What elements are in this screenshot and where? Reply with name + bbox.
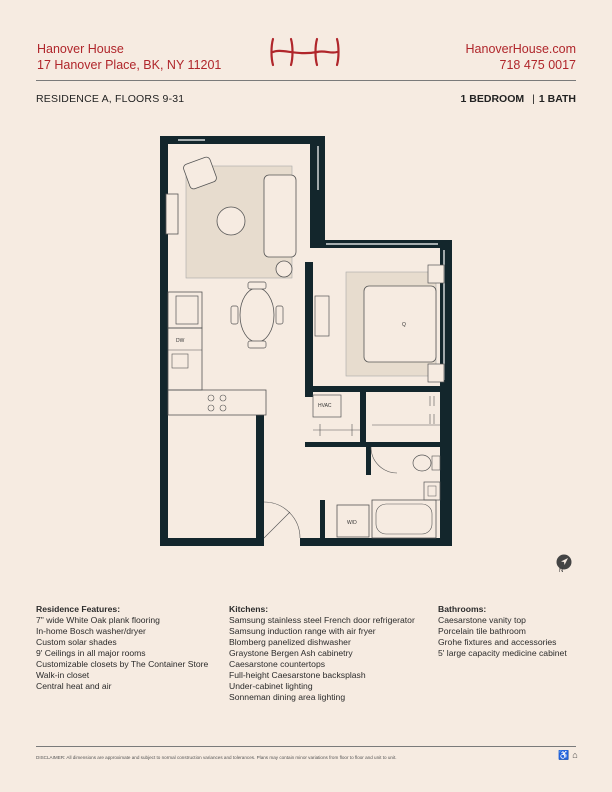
brand-address: 17 Hanover Place, BK, NY 11201 [37, 58, 222, 72]
list-item: Caesarstone countertops [229, 659, 326, 669]
label-dishwasher: DW [176, 338, 185, 344]
list-item: Sonneman dining area lighting [229, 692, 346, 702]
unit-size-separator: | [532, 93, 535, 105]
wall-bath-door-jamb [366, 447, 371, 475]
unit-size [461, 93, 576, 105]
label-washer-dryer: W/D [347, 520, 357, 526]
hh-logo [267, 34, 345, 70]
floor-plan [150, 128, 460, 553]
residence-title: RESIDENCE A, FLOORS 9-31 [36, 93, 185, 105]
wall-south-west [160, 538, 260, 546]
list-item: Blomberg panelized dishwasher [229, 637, 351, 647]
list-item: Caesarstone vanity top [438, 615, 526, 625]
wall-closet-divider [360, 392, 366, 442]
footer-divider [36, 746, 576, 747]
list-item: 9' Ceilings in all major rooms [36, 648, 146, 658]
bathroom-features [438, 604, 567, 659]
wall-bedroom-south [305, 386, 447, 392]
compass-label: N [559, 568, 564, 574]
list-item: Central heat and air [36, 681, 112, 691]
list-item: Graystone Bergen Ash cabinetry [229, 648, 353, 658]
list-item: 7" wide White Oak plank flooring [36, 615, 160, 625]
website-link[interactable]: HanoverHouse.com [465, 42, 576, 56]
phone-number: 718 475 0017 [499, 58, 576, 72]
list-item: Customizable closets by The Container Store [36, 659, 209, 669]
list-item: Under-cabinet lighting [229, 681, 313, 691]
accessibility-icons [555, 750, 578, 761]
list-item: Walk-in closet [36, 670, 90, 680]
equal-housing-icon: ⌂ [572, 750, 578, 760]
residence-features [36, 604, 208, 692]
list-item: Samsung induction range with air fryer [229, 626, 376, 636]
disclaimer: DISCLAIMER: All dimensions are approximate and subject to normal construction variances and tolerances. Plans may contain minor variations from floor to floor and unit to unit. [36, 755, 397, 760]
bathroom-count: 1 BATH [538, 93, 576, 105]
wall-kitchen-south [256, 415, 264, 546]
list-item: Porcelain tile bathroom [438, 626, 526, 636]
bathroom-features-title: Bathrooms: [438, 604, 487, 614]
list-item: Full-height Caesarstone backsplash [229, 670, 366, 680]
kitchen-features-title: Kitchens: [229, 604, 269, 614]
list-item: In-home Bosch washer/dryer [36, 626, 146, 636]
compass-icon [554, 552, 574, 572]
bedroom-count: 1 BEDROOM [460, 93, 525, 105]
label-hvac: HVAC [318, 403, 332, 409]
wall-east-bedroom [440, 240, 452, 546]
list-item: 5' large capacity medicine cabinet [438, 648, 567, 658]
wheelchair-icon: ♿ [558, 750, 570, 760]
wall-bedroom-west [305, 262, 313, 397]
residence-features-title: Residence Features: [36, 604, 121, 614]
brand-name: Hanover House [37, 42, 124, 56]
list-item: Grohe fixtures and accessories [438, 637, 557, 647]
wall-laundry [320, 500, 325, 540]
list-item: Samsung stainless steel French door refrigerator [229, 615, 415, 625]
label-bed: Q [402, 322, 406, 328]
header-divider [36, 80, 576, 81]
kitchen-features [229, 604, 415, 703]
wall-bath-north [305, 442, 447, 447]
list-item: Custom solar shades [36, 637, 117, 647]
